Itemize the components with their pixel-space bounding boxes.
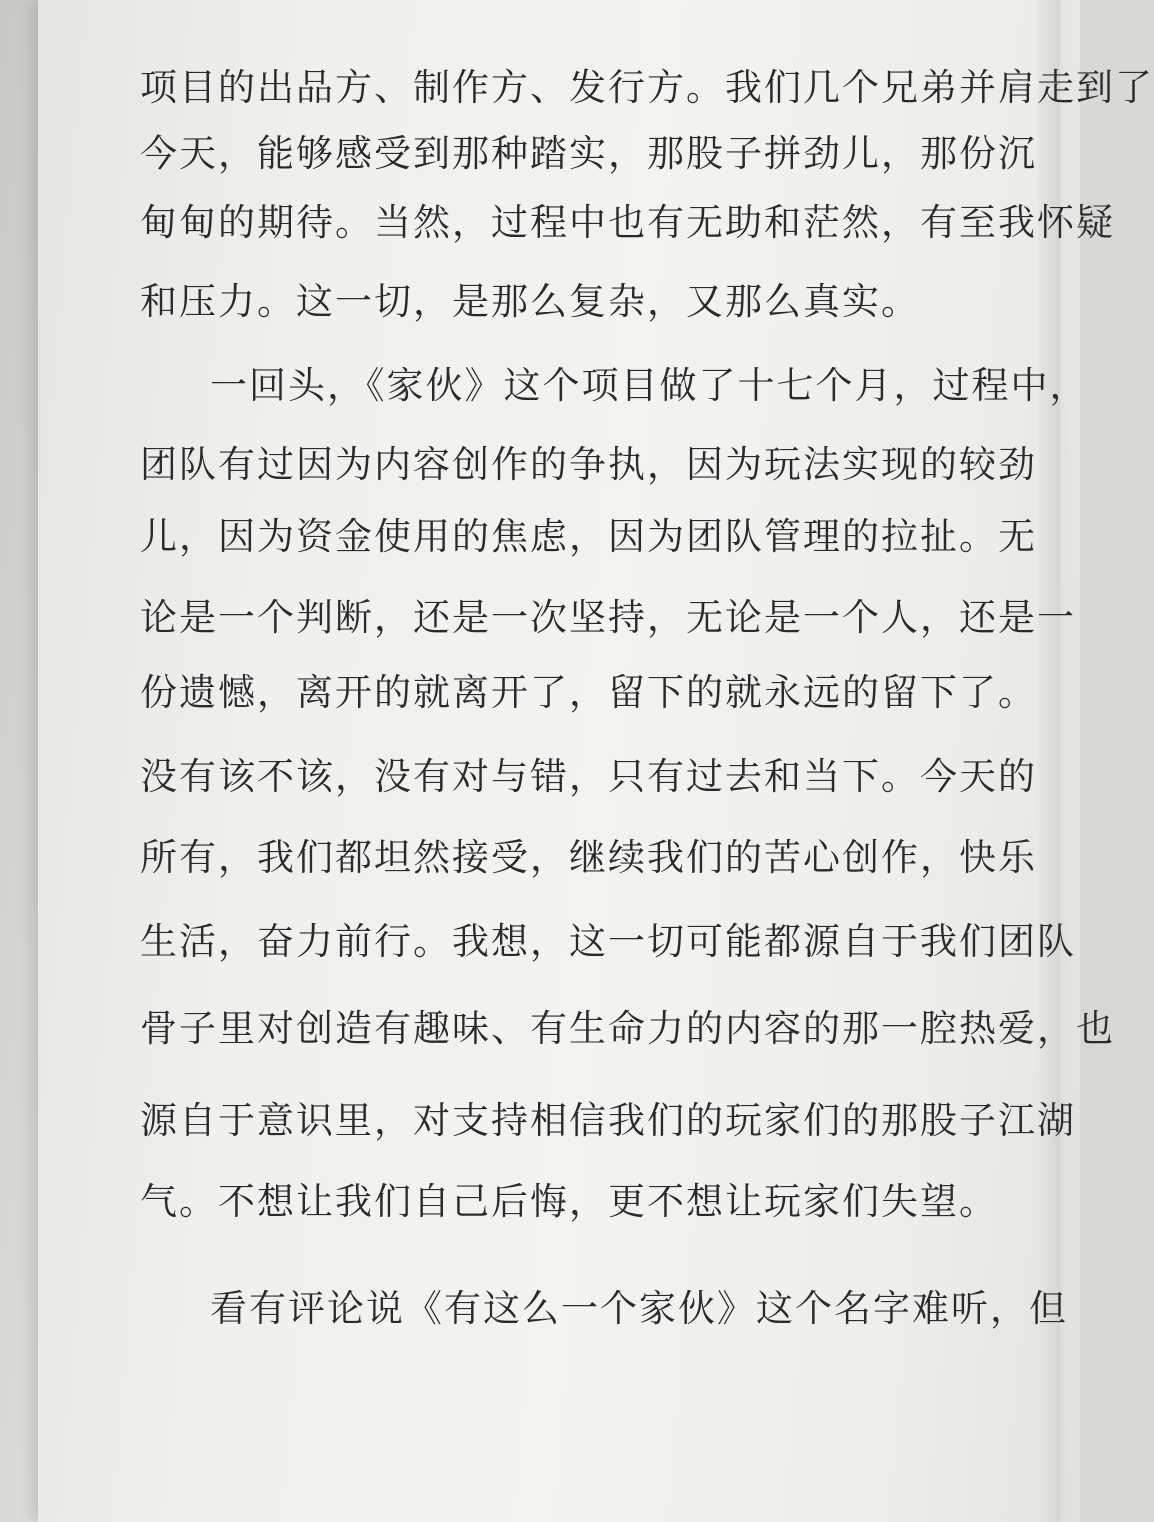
text-line: 骨子里对创造有趣味、有生命力的内容的那一腔热爱，也	[140, 1007, 1115, 1050]
text-line: 儿，因为资金使用的焦虑，因为团队管理的拉扯。无	[140, 515, 1037, 558]
paragraph-start-line: 看有评论说《有这么一个家伙》这个名字难听，但	[210, 1287, 1068, 1330]
text-line: 团队有过因为内容创作的争执，因为玩法实现的较劲	[140, 443, 1037, 486]
text-line: 生活，奋力前行。我想，这一切可能都源自于我们团队	[140, 920, 1076, 963]
text-line: 气。不想让我们自己后悔，更不想让玩家们失望。	[140, 1180, 998, 1223]
text-line: 份遗憾，离开的就离开了，留下的就永远的留下了。	[140, 671, 1037, 714]
text-line: 甸甸的期待。当然，过程中也有无助和茫然，有至我怀疑	[140, 201, 1115, 244]
text-line: 项目的出品方、制作方、发行方。我们几个兄弟并肩走到了	[140, 66, 1154, 109]
paragraph-start-line: 一回头，《家伙》这个项目做了十七个月，过程中，	[210, 364, 1089, 407]
text-line: 论是一个判断，还是一次坚持，无论是一个人，还是一	[140, 596, 1076, 639]
text-line: 源自于意识里，对支持相信我们的玩家们的那股子江湖	[140, 1099, 1076, 1142]
text-line: 所有，我们都坦然接受，继续我们的苦心创作，快乐	[140, 836, 1037, 879]
text-line: 和压力。这一切，是那么复杂，又那么真实。	[140, 280, 920, 323]
text-line: 今天，能够感受到那种踏实，那股子拼劲儿，那份沉	[140, 132, 1037, 175]
text-line: 没有该不该，没有对与错，只有过去和当下。今天的	[140, 755, 1037, 798]
